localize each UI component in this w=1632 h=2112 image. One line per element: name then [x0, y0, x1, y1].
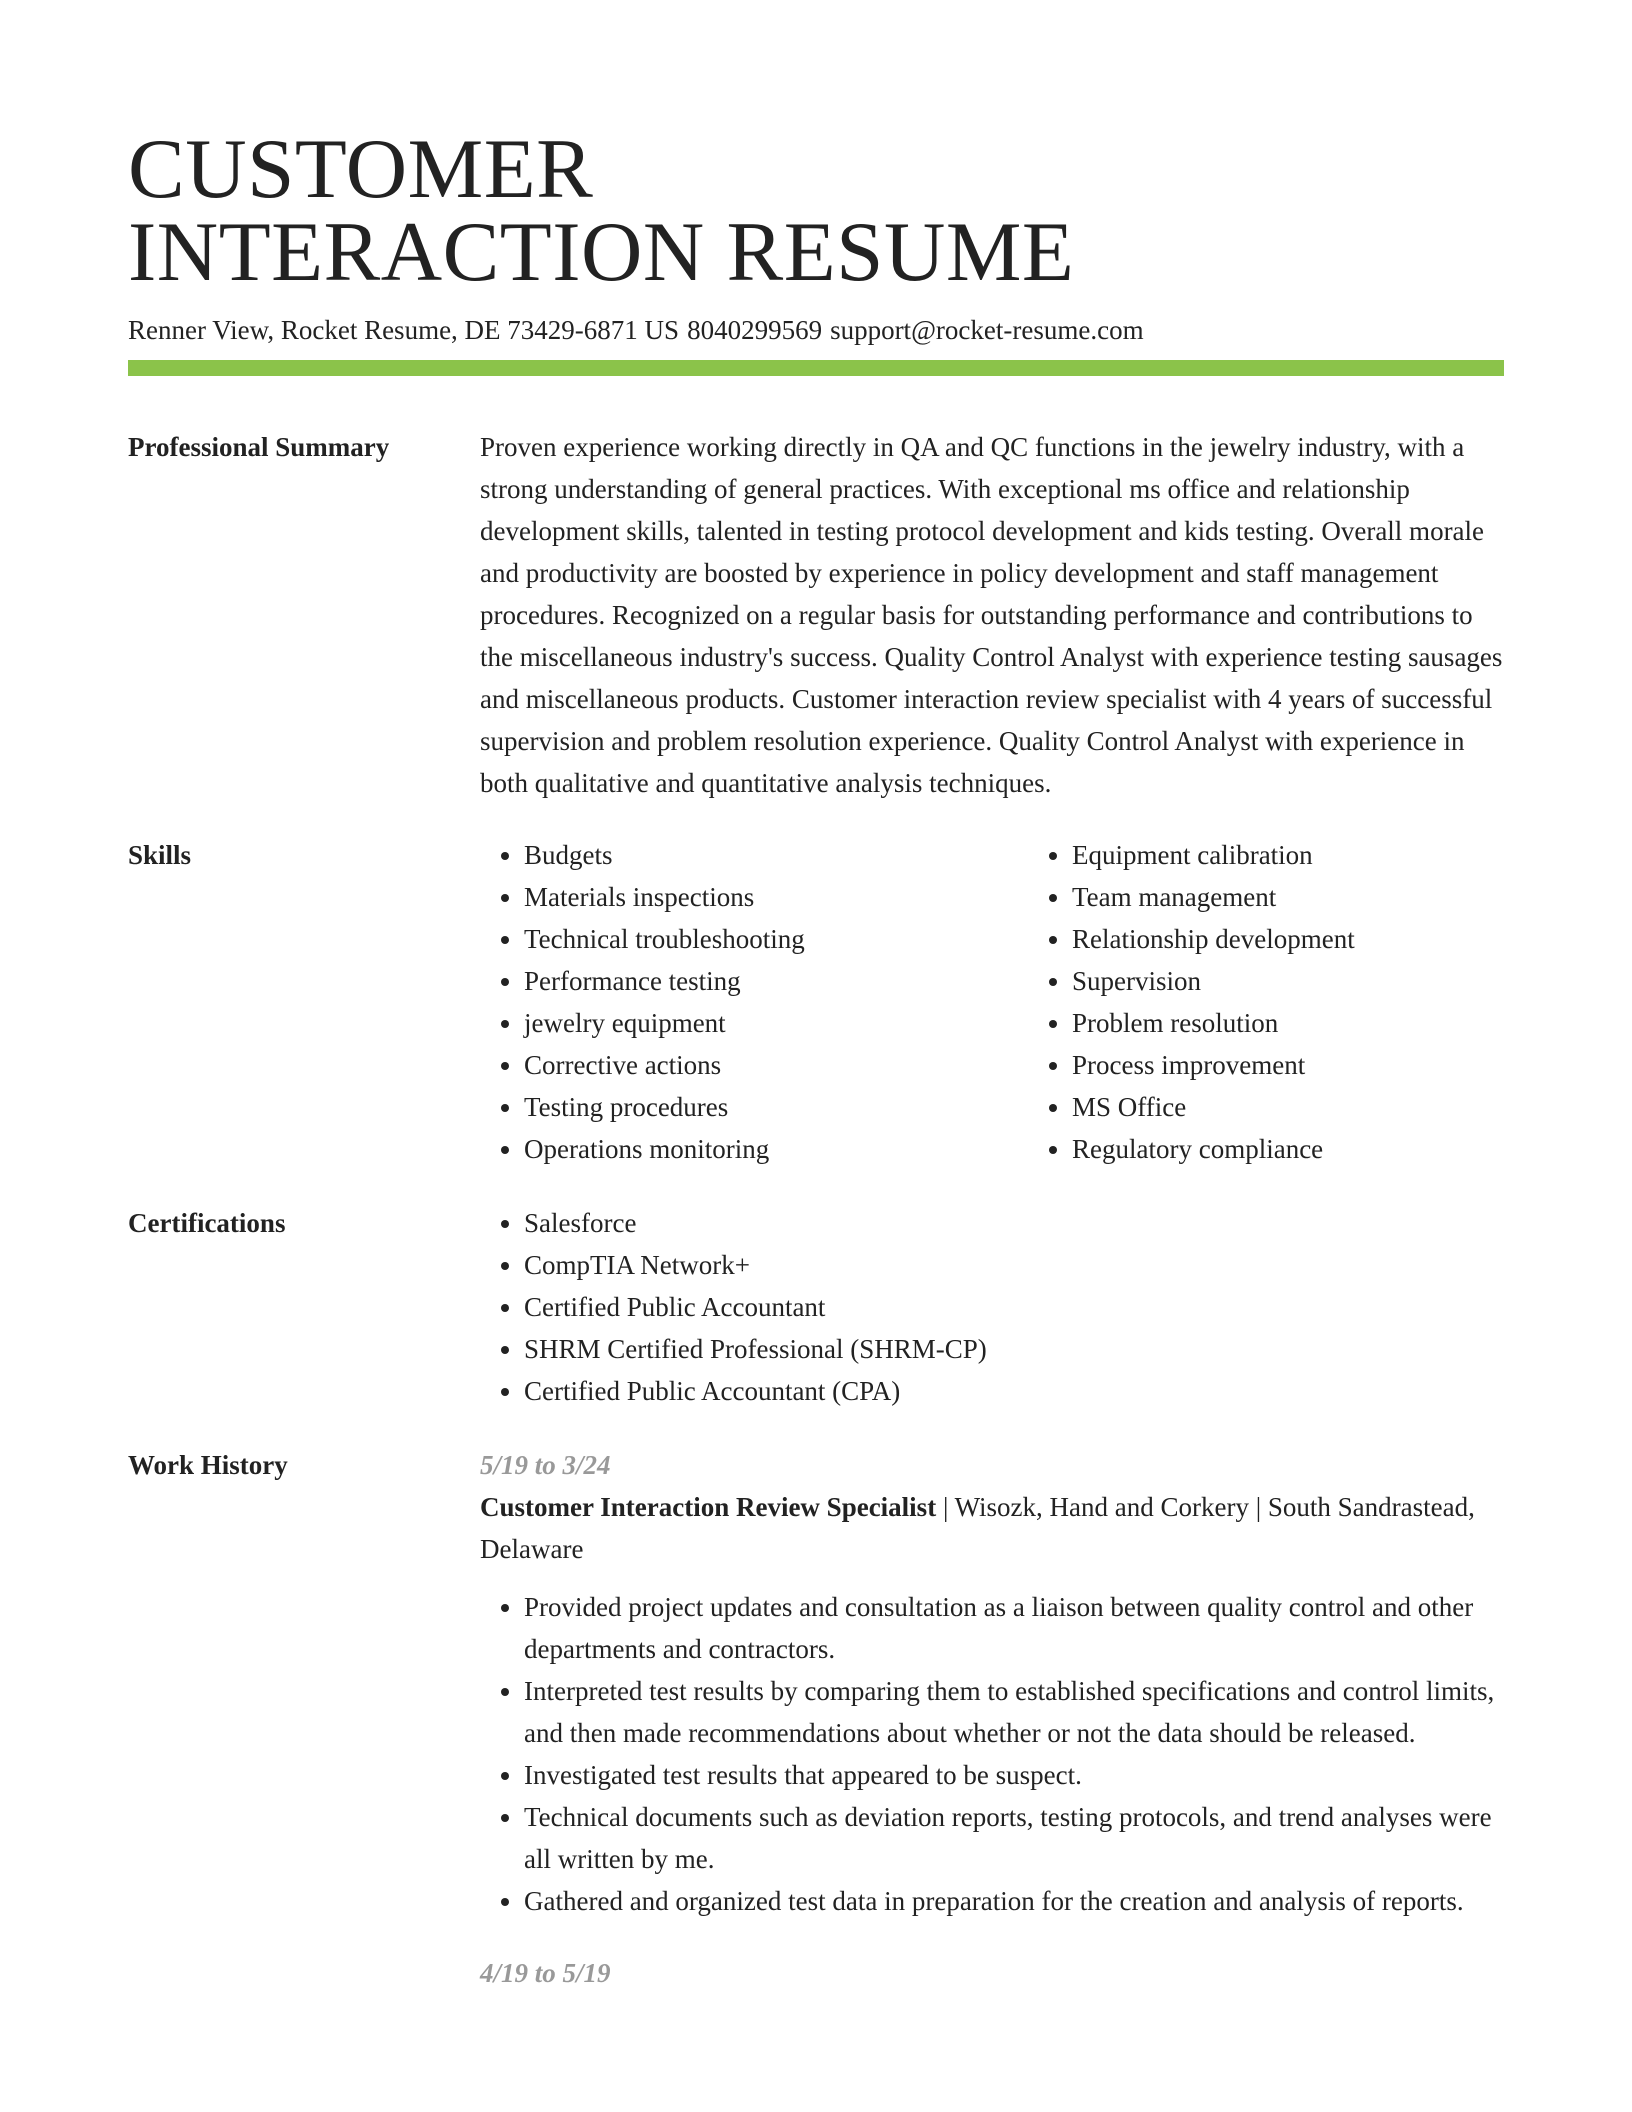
skill-item: • Process improvement: [1072, 1044, 1576, 1086]
job-bullet: • Provided project updates and consultation as a liaison between quality control and other departments and contractors.: [524, 1586, 1504, 1670]
job-bullet: • Gathered and organized test data in preparation for the creation and analysis of reports.: [524, 1880, 1504, 1922]
certifications-label: Certifications: [128, 1208, 286, 1238]
skill-item: • MS Office: [1072, 1086, 1576, 1128]
resume-title: [128, 122, 1504, 299]
job-dates: 4/19 to 5/19: [480, 1958, 611, 1988]
contact-email: support@rocket-resume.com: [830, 315, 1144, 345]
skill-item: • Team management: [1072, 876, 1576, 918]
accent-divider: [128, 360, 1504, 376]
skills-list-right: [1028, 834, 1576, 1170]
skill-item: • jewelry equipment: [524, 1002, 1028, 1044]
skill-item: • Budgets: [524, 834, 1028, 876]
title-line-1: CUSTOMER: [128, 122, 594, 216]
skill-item: • Materials inspections: [524, 876, 1028, 918]
job-dates: 5/19 to 3/24: [480, 1450, 611, 1480]
contact-address: Renner View, Rocket Resume, DE 73429-6871 US: [128, 315, 680, 345]
certifications-section: [128, 1202, 1504, 1412]
certification-item: • Certified Public Accountant (CPA): [524, 1370, 1504, 1412]
job-bullet: • Technical documents such as deviation reports, testing protocols, and trend analyses were all written by me.: [524, 1796, 1504, 1880]
job-heading: [480, 1486, 1504, 1570]
certifications-body: [480, 1202, 1504, 1412]
certification-item: • Certified Public Accountant: [524, 1286, 1504, 1328]
skill-item: • Testing procedures: [524, 1086, 1028, 1128]
skill-item: • Corrective actions: [524, 1044, 1028, 1086]
work-history-section: [128, 1444, 1504, 1994]
summary-text: Proven experience working directly in QA and QC functions in the jewelry industry, with a strong understanding of general practices. With exceptional ms office and relationship development skills, talented in testing protocol development and kids testing. Overall morale and productivity are boosted by experience in policy development and staff management procedures. Recognized on a regular basis for outstanding performance and contributions to the miscellaneous industry's success. Quality Control Analyst with experience testing sausages and miscellaneous products. Customer interaction review specialist with 4 years of successful supervision and problem resolution experience. Quality Control Analyst with experience in both qualitative and quantitative analysis techniques.: [480, 432, 1503, 798]
summary-label: Professional Summary: [128, 432, 390, 462]
certifications-list: [480, 1202, 1504, 1412]
job-bullet: • Interpreted test results by comparing them to established specifications and control limits, and then made recommendations about whether or not the data should be released.: [524, 1670, 1504, 1754]
skill-item: • Regulatory compliance: [1072, 1128, 1576, 1170]
skill-item: • Technical troubleshooting: [524, 918, 1028, 960]
contact-phone: 8040299569: [687, 315, 823, 345]
certification-item: • SHRM Certified Professional (SHRM-CP): [524, 1328, 1504, 1370]
certification-item: • Salesforce: [524, 1202, 1504, 1244]
skills-label: Skills: [128, 840, 192, 870]
contact-line: [128, 312, 1504, 348]
skills-columns: [480, 834, 1576, 1170]
skill-item: • Relationship development: [1072, 918, 1576, 960]
work-history-body: [480, 1444, 1504, 1994]
skill-item: • Equipment calibration: [1072, 834, 1576, 876]
skill-item: • Problem resolution: [1072, 1002, 1576, 1044]
job-bullets: [480, 1586, 1504, 1922]
resume-page: [128, 122, 1504, 1994]
skills-section: [128, 834, 1504, 1170]
title-line-2: INTERACTION RESUME: [128, 205, 1075, 299]
skills-list-left: [480, 834, 1028, 1170]
job-bullet: • Investigated test results that appeared to be suspect.: [524, 1754, 1504, 1796]
skill-item: • Operations monitoring: [524, 1128, 1028, 1170]
summary-section: [128, 426, 1504, 804]
job-title: Customer Interaction Review Specialist: [480, 1492, 937, 1522]
skill-item: • Supervision: [1072, 960, 1576, 1002]
skill-item: • Performance testing: [524, 960, 1028, 1002]
certification-item: • CompTIA Network+: [524, 1244, 1504, 1286]
work-history-label: Work History: [128, 1450, 288, 1480]
job-details: | Wisozk, Hand and Corkery | South Sandrastead, Delaware: [480, 1492, 1475, 1564]
